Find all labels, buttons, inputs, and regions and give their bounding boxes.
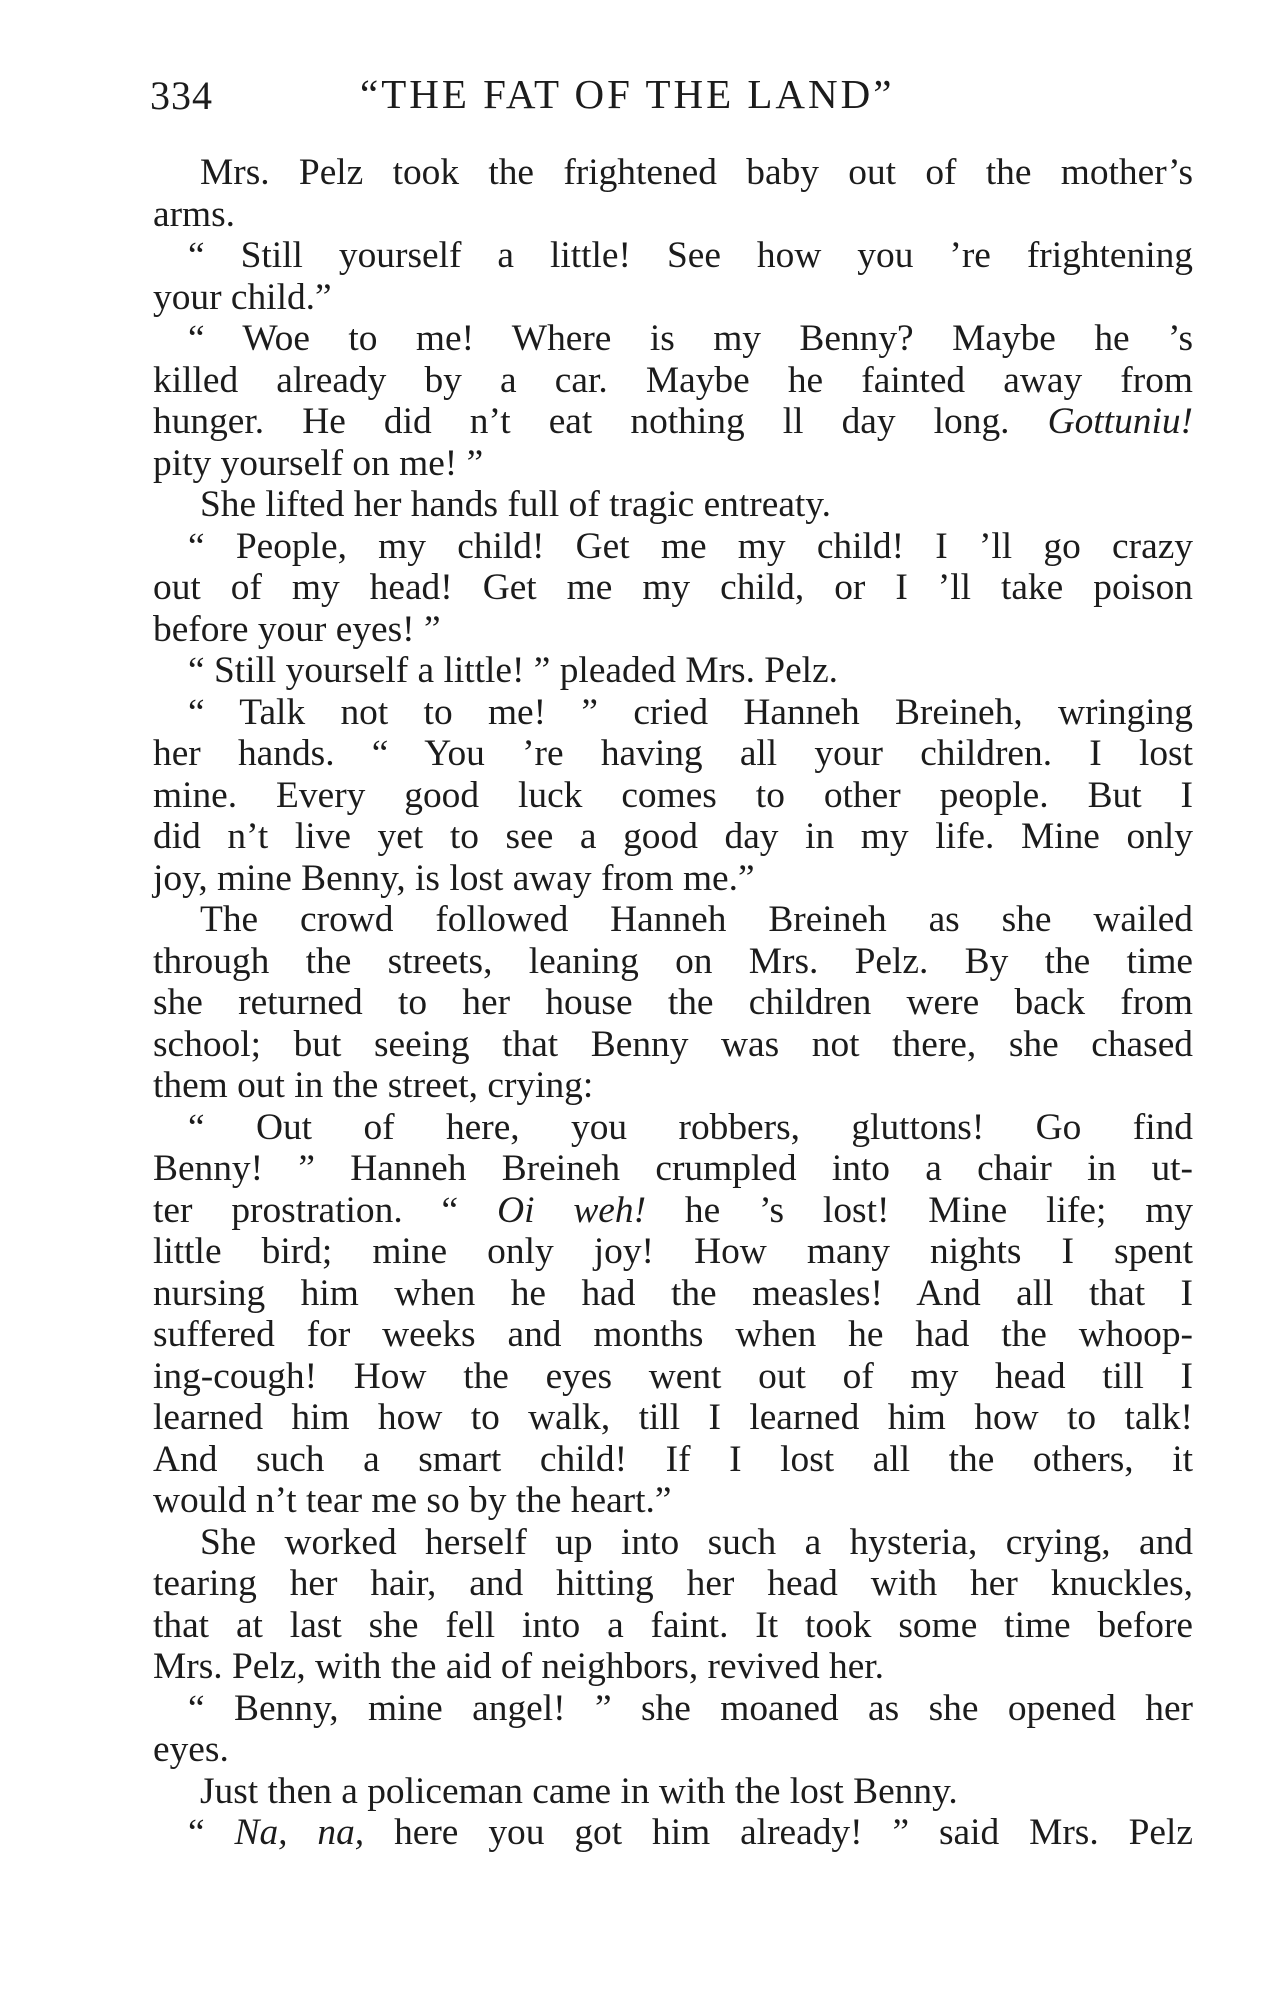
text-line: through the streets, leaning on Mrs. Pelz. By the time	[153, 940, 1193, 982]
text-line: learned him how to walk, till I learned him how to talk!	[153, 1397, 1193, 1438]
text-line: she returned to her house the children were back from	[153, 982, 1193, 1023]
text-line: nursing him when he had the measles! And all that I	[153, 1272, 1193, 1314]
text-line: “ Out of here, you robbers, gluttons! Go find	[188, 1106, 1193, 1148]
text-line: arms.	[153, 193, 236, 235]
text-line: hunger. He did n’t eat nothing ll day long. Gottuniu!	[153, 401, 1193, 442]
text-line: little bird; mine only joy! How many nights I spent	[153, 1231, 1193, 1272]
page-header	[150, 72, 1110, 132]
text-line: “ Woe to me! Where is my Benny? Maybe he ’s	[188, 318, 1193, 359]
text-line: school; but seeing that Benny was not there, she chased	[153, 1023, 1193, 1065]
text-line: And such a smart child! If I lost all the others, it	[153, 1438, 1193, 1480]
text-line: them out in the street, crying:	[153, 1065, 594, 1106]
text-line: Benny! ” Hanneh Breineh crumpled into a chair in ut-	[153, 1148, 1193, 1189]
text-line: Mrs. Pelz, with the aid of neighbors, revived her.	[153, 1646, 885, 1687]
text-line: before your eyes! ”	[153, 608, 441, 650]
text-line: “ Still yourself a little! See how you ’re frightening	[188, 235, 1193, 276]
running-title: “THE FAT OF THE LAND”	[360, 71, 895, 117]
text-line: her hands. “ You ’re having all your children. I lost	[153, 733, 1193, 774]
text-line: “ Na, na, here you got him already! ” said Mrs. Pelz	[188, 1812, 1193, 1853]
text-line: “ Still yourself a little! ” pleaded Mrs. Pelz.	[188, 650, 839, 691]
text-line: The crowd followed Hanneh Breineh as she wailed	[200, 899, 1193, 940]
text-line: suffered for weeks and months when he had the whoop-	[153, 1314, 1193, 1355]
text-line: “ Benny, mine angel! ” she moaned as she opened her	[188, 1687, 1193, 1729]
text-line: would n’t tear me so by the heart.”	[153, 1480, 672, 1521]
text-line: “ People, my child! Get me my child! I ’ll go crazy	[188, 525, 1193, 567]
text-line: joy, mine Benny, is lost away from me.”	[153, 857, 755, 899]
text-line: mine. Every good luck comes to other people. But I	[153, 774, 1193, 816]
text-line: Just then a policeman came in with the lost Benny.	[200, 1770, 958, 1812]
page-number: 334	[150, 73, 213, 118]
text-line: your child.”	[153, 276, 332, 318]
text-line: ing-cough! How the eyes went out of my head till I	[153, 1355, 1193, 1397]
text-line: She worked herself up into such a hysteria, crying, and	[200, 1521, 1193, 1563]
text-line: did n’t live yet to see a good day in my life. Mine only	[153, 816, 1193, 857]
text-line: killed already by a car. Maybe he fainted away from	[153, 359, 1193, 401]
text-line: ter prostration. “ Oi weh! he ’s lost! Mine life; my	[153, 1189, 1194, 1231]
text-line: out of my head! Get me my child, or I ’ll take poison	[153, 567, 1193, 608]
text-line: eyes.	[153, 1729, 229, 1770]
text-line: Mrs. Pelz took the frightened baby out of the mother’s	[200, 152, 1193, 193]
text-line: She lifted her hands full of tragic entreaty.	[200, 484, 831, 525]
body-text	[153, 152, 1193, 1854]
text-line: that at last she fell into a faint. It took some time before	[153, 1604, 1193, 1646]
text-line: tearing her hair, and hitting her head with her knuckles,	[153, 1563, 1193, 1604]
text-line: pity yourself on me! ”	[153, 442, 484, 484]
text-line: “ Talk not to me! ” cried Hanneh Breineh, wringing	[188, 691, 1193, 733]
